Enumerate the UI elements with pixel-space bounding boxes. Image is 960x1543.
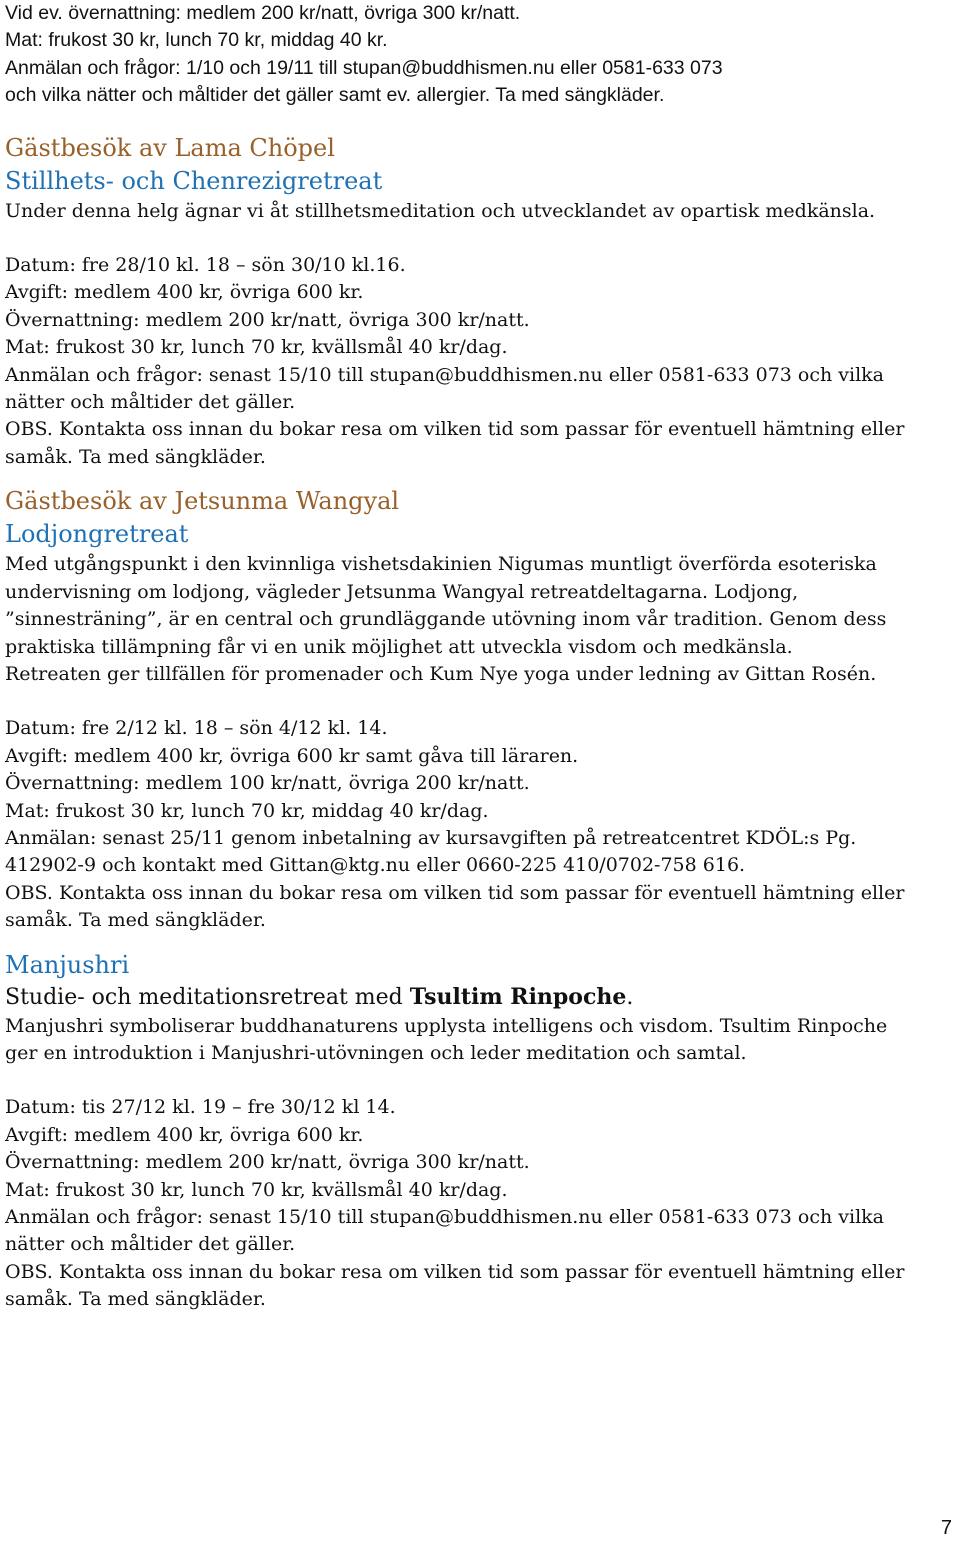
detail-line: Övernattning: medlem 200 kr/natt, övriga 300 kr/natt. [5,1151,530,1174]
intro-line: Vid ev. övernattning: medlem 200 kr/natt, övriga 300 kr/natt. [5,2,521,24]
detail-line: nätter och måltider det gäller. [5,391,296,414]
description-line: ”sinnesträning”, är en central och grundläggande utövning inom vår tradition. Genom dess [5,608,887,631]
detail-line: OBS. Kontakta oss innan du bokar resa om vilken tid som passar för eventuell hämtning eller [5,881,905,904]
detail-line: Anmälan: senast 25/11 genom inbetalning av kursavgiften på retreatcentret KDÖL:s Pg. [5,826,857,849]
description-line: ger en introduktion i Manjushri-utövningen och leder meditation och samtal. [5,1041,747,1064]
detail-line: Övernattning: medlem 100 kr/natt, övriga 200 kr/natt. [5,772,530,795]
section-jetsunma-wangyal [5,485,950,934]
detail-line: Avgift: medlem 400 kr, övriga 600 kr. [5,1123,364,1146]
detail-line: nätter och måltider det gäller. [5,1233,296,1256]
description-line: Retreaten ger tillfällen för promenader och Kum Nye yoga under ledning av Gittan Rosén. [5,662,877,685]
subheading-prefix: Studie- och meditationsretreat med [5,984,410,1010]
section-heading: Gästbesök av Jetsunma Wangyal [5,487,400,516]
subheading-suffix: . [626,984,634,1010]
description-line: undervisning om lodjong, vägleder Jetsunma Wangyal retreatdeltagarna. Lodjong, [5,580,799,603]
detail-line: OBS. Kontakta oss innan du bokar resa om vilken tid som passar för eventuell hämtning eller [5,418,905,441]
detail-line: Datum: fre 28/10 kl. 18 – sön 30/10 kl.16. [5,254,406,277]
section-heading: Manjushri [5,950,130,979]
section-lama-chopel [5,132,950,472]
detail-line: OBS. Kontakta oss innan du bokar resa om vilken tid som passar för eventuell hämtning eller [5,1260,905,1283]
intro-line: Anmälan och frågor: 1/10 och 19/11 till stupan@buddhismen.nu eller 0581-633 073 [5,56,723,79]
detail-line: Mat: frukost 30 kr, lunch 70 kr, middag 40 kr/dag. [5,799,489,822]
description-line: praktiska tillämpning får vi en unik möjlighet att utveckla visdom och medkänsla. [5,635,793,658]
intro-line: och vilka nätter och måltider det gäller samt ev. allergier. Ta med sängkläder. [5,84,665,107]
section-description: Under denna helg ägnar vi åt stillhetsmeditation och utvecklandet av opartisk medkänsla. [5,199,876,222]
intro-line: Mat: frukost 30 kr, lunch 70 kr, middag 40 kr. [5,29,388,52]
detail-line: Avgift: medlem 400 kr, övriga 600 kr. [5,281,364,304]
detail-line: samåk. Ta med sängkläder. [5,1288,266,1311]
section-subheading: Lodjongretreat [5,520,189,549]
detail-line: Datum: fre 2/12 kl. 18 – sön 4/12 kl. 14. [5,717,388,740]
detail-line: Avgift: medlem 400 kr, övriga 600 kr samt gåva till läraren. [5,744,579,767]
detail-line: 412902-9 och kontakt med Gittan@ktg.nu eller 0660-225 410/0702-758 616. [5,854,746,877]
description-line: Med utgångspunkt i den kvinnliga vishetsdakinien Nigumas muntligt överförda esoteriska [5,553,877,576]
section-manjushri [5,949,950,1314]
section-subheading: Stillhets- och Chenrezigretreat [5,166,383,195]
intro-block [5,0,950,110]
detail-line: samåk. Ta med sängkläder. [5,445,266,468]
detail-line: Anmälan och frågor: senast 15/10 till stupan@buddhismen.nu eller 0581-633 073 och vilka [5,363,885,386]
detail-line: samåk. Ta med sängkläder. [5,909,266,932]
detail-line: Anmälan och frågor: senast 15/10 till stupan@buddhismen.nu eller 0581-633 073 och vilka [5,1206,885,1228]
detail-line: Mat: frukost 30 kr, lunch 70 kr, kvällsmål 40 kr/dag. [5,336,508,359]
detail-line: Mat: frukost 30 kr, lunch 70 kr, kvällsmål 40 kr/dag. [5,1178,508,1201]
detail-line: Övernattning: medlem 200 kr/natt, övriga 300 kr/natt. [5,308,530,331]
description-line: Manjushri symboliserar buddhanaturens upplysta intelligens och visdom. Tsultim Rinpoche [5,1014,888,1037]
teacher-name: Tsultim Rinpoche [409,983,627,1010]
detail-line: Datum: tis 27/12 kl. 19 – fre 30/12 kl 14. [5,1096,396,1119]
section-subheading [5,982,950,1013]
page-number: 7 [940,1517,952,1539]
section-heading: Gästbesök av Lama Chöpel [5,133,335,162]
document-page [5,0,950,1314]
